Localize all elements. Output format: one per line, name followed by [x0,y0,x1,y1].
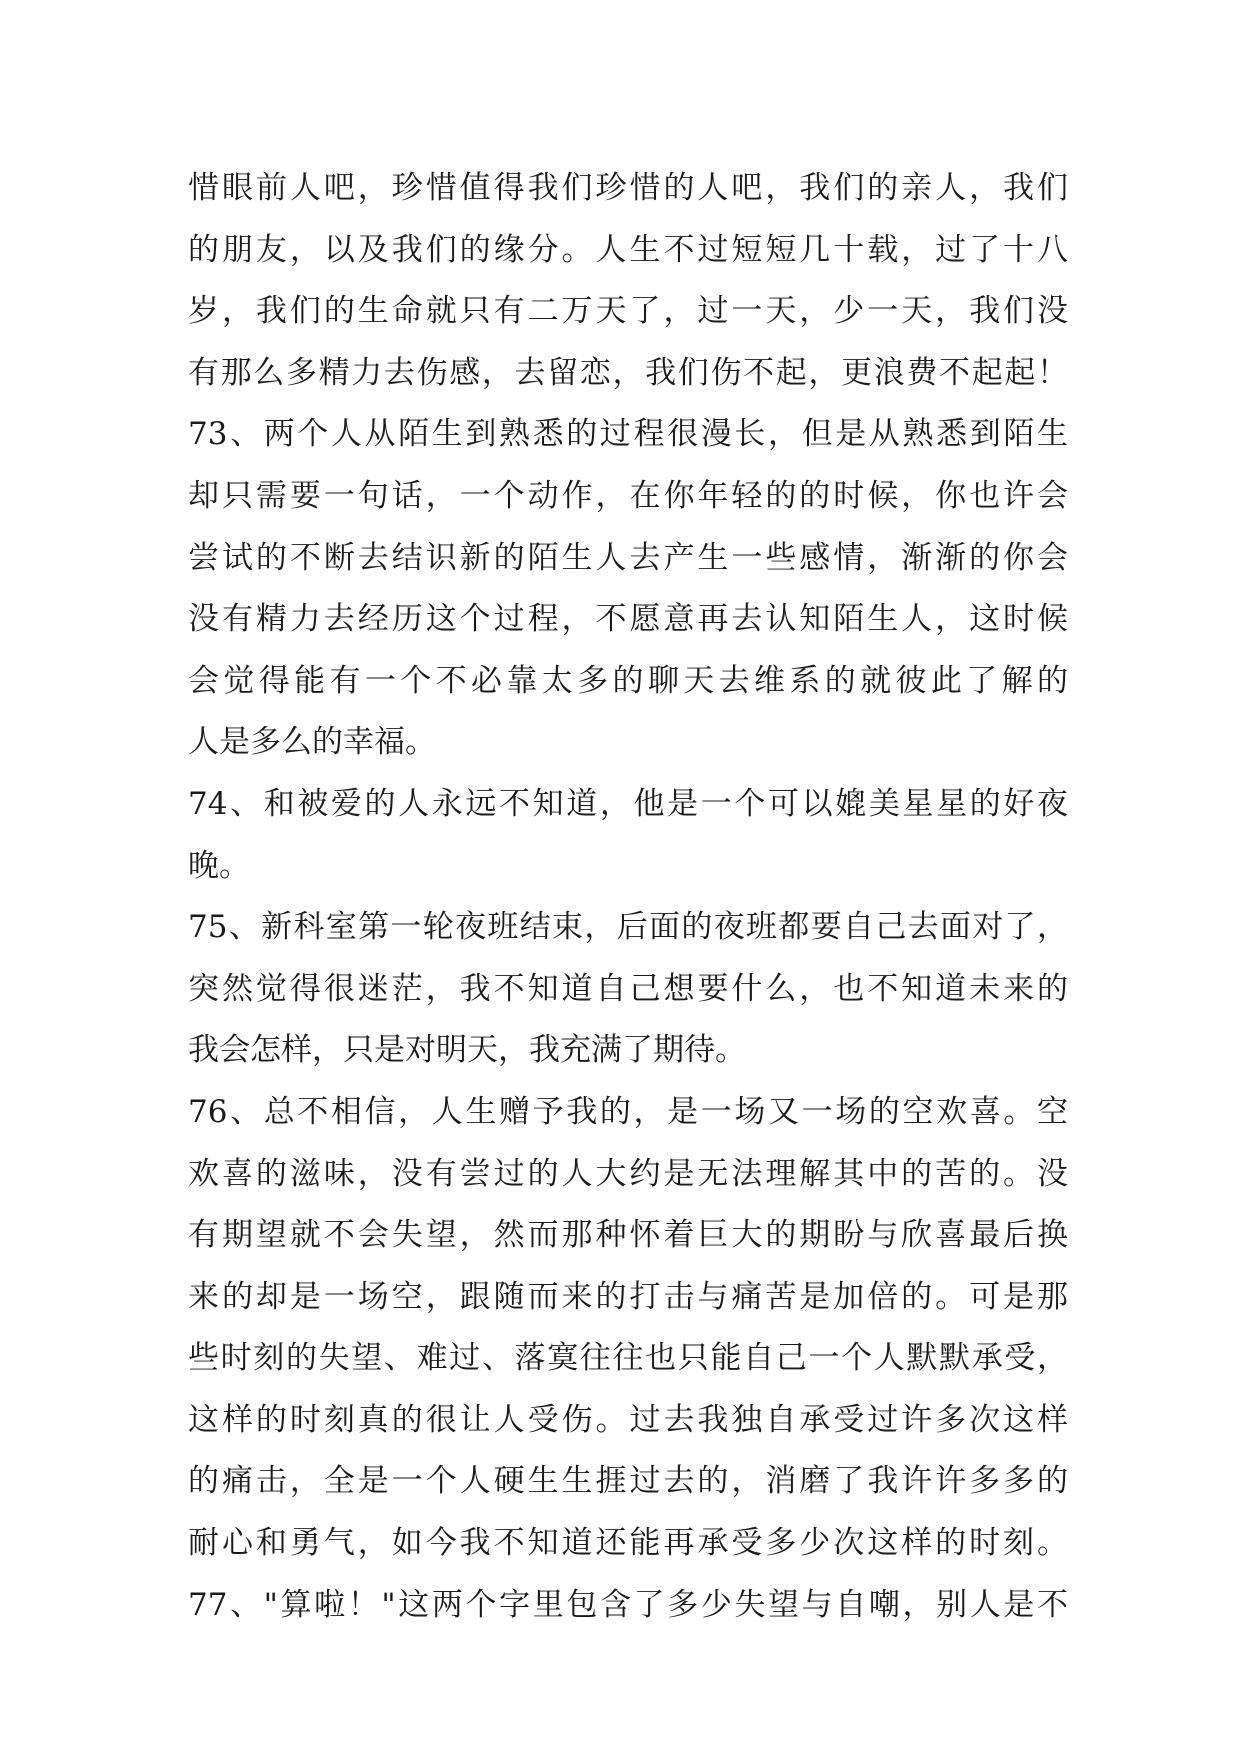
text-line: 突然觉得很迷茫，我不知道自己想要什么，也不知道未来的 [188,970,1068,1007]
text-line: 74、和被爱的人永远不知道，他是一个可以媲美星星的好夜 [188,785,1068,822]
text-line: 有那么多精力去伤感，去留恋，我们伤不起，更浪费不起起！ [188,354,1068,391]
text-line: 些时刻的失望、难过、落寞往往也只能自己一个人默默承受， [188,1340,1068,1377]
text-line: 73、两个人从陌生到熟悉的过程很漫长，但是从熟悉到陌生 [188,416,1068,453]
text-line: 耐心和勇气，如今我不知道还能再承受多少次这样的时刻。 [188,1525,1068,1562]
text-line: 却只需要一句话，一个动作，在你年轻的的时候，你也许会 [188,477,1068,514]
text-line: 人是多么的幸福。 [188,724,436,761]
text-line: 有期望就不会失望，然而那种怀着巨大的期盼与欣喜最后换 [188,1217,1068,1254]
text-line: 岁，我们的生命就只有二万天了，过一天，少一天，我们没 [188,293,1068,330]
text-line: 会觉得能有一个不必靠太多的聊天去维系的就彼此了解的 [188,662,1068,699]
text-line: 这样的时刻真的很让人受伤。过去我独自承受过许多次这样 [188,1401,1068,1438]
text-line: 75、新科室第一轮夜班结束，后面的夜班都要自己去面对了， [188,909,1068,946]
text-line: 晚。 [188,847,250,884]
text-line: 尝试的不断去结识新的陌生人去产生一些感情，渐渐的你会 [188,539,1068,576]
text-line: 77、"算啦！"这两个字里包含了多少失望与自嘲，别人是不 [188,1586,1068,1623]
body-text [188,158,1068,1636]
text-line: 的痛击，全是一个人硬生生捱过去的，消磨了我许许多多的 [188,1463,1068,1500]
text-line: 没有精力去经历这个过程，不愿意再去认知陌生人，这时候 [188,601,1068,638]
text-line: 欢喜的滋味，没有尝过的人大约是无法理解其中的苦的。没 [188,1155,1068,1192]
text-line: 的朋友，以及我们的缘分。人生不过短短几十载，过了十八 [188,231,1068,268]
text-line: 76、总不相信，人生赠予我的，是一场又一场的空欢喜。空 [188,1093,1068,1130]
text-line: 惜眼前人吧，珍惜值得我们珍惜的人吧，我们的亲人，我们 [188,170,1068,206]
text-line: 来的却是一场空，跟随而来的打击与痛苦是加倍的。可是那 [188,1278,1068,1315]
text-line: 我会怎样，只是对明天，我充满了期待。 [188,1032,746,1069]
